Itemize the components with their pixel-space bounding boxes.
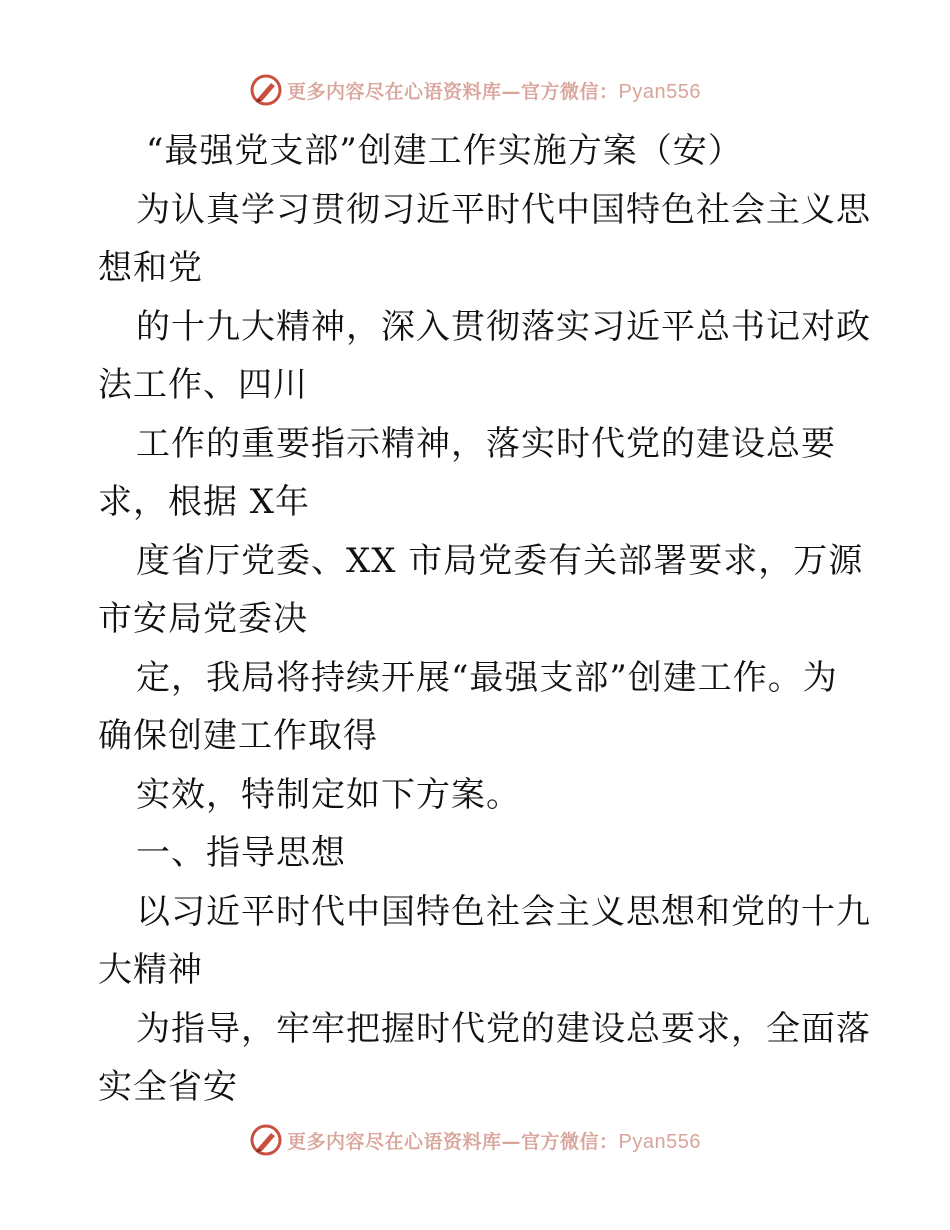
text-line: 以习近平时代中国特色社会主义思想和党的十九 <box>136 891 871 932</box>
text-line: 为指导，牢牢把握时代党的建设总要求，全面落 <box>136 1008 871 1049</box>
text-line: 的十九大精神，深入贯彻落实习近平总书记对政 <box>136 306 871 347</box>
text-line: 一、指导思想 <box>136 833 346 873</box>
text-line: 为认真学习贯彻习近平时代中国特色社会主义思 <box>136 189 871 230</box>
watermark-account: Pyan556 <box>618 80 701 103</box>
document-body <box>98 122 871 1117</box>
pen-logo-icon <box>249 73 283 107</box>
watermark-footer <box>0 1120 950 1160</box>
text-line: 工作的重要指示精神，落实时代党的建设总要 <box>136 423 836 464</box>
pen-logo-icon <box>249 1123 283 1157</box>
text-line: 法工作、四川 <box>98 365 308 405</box>
watermark-account: Pyan556 <box>618 1130 701 1153</box>
text-line: 实效，特制定如下方案。 <box>136 774 521 815</box>
watermark-header <box>0 70 950 110</box>
text-line: 市安局党委决 <box>98 599 308 639</box>
text-line: 确保创建工作取得 <box>98 716 378 756</box>
text-line: 想和党 <box>98 248 203 288</box>
watermark-text: 更多内容尽在心语资料库—官方微信： <box>287 1130 619 1153</box>
text-line: 度省厅党委、XX 市局党委有关部署要求，万源 <box>136 540 864 581</box>
document-title: “最强党支部”创建工作实施方案（安） <box>146 131 743 171</box>
text-line: 定，我局将持续开展“最强支部”创建工作。为 <box>136 657 838 698</box>
text-line: 实全省安 <box>98 1067 238 1107</box>
watermark-text: 更多内容尽在心语资料库—官方微信： <box>287 80 619 103</box>
text-line: 求，根据 X年 <box>98 482 311 522</box>
text-line: 大精神 <box>98 950 203 990</box>
